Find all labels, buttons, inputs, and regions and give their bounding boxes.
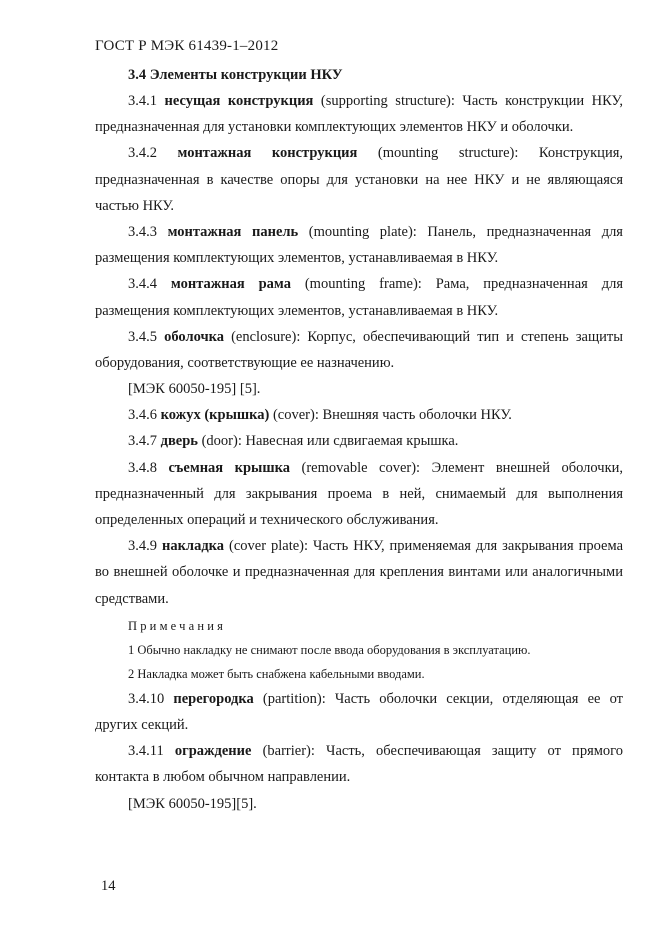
term: монтажная панель — [167, 224, 299, 241]
term: ограждение — [174, 743, 252, 760]
term: съемная крышка — [168, 459, 291, 476]
definition-3-4-7: 3.4.7 дверь (door): Навесная или сдвигаемая крышка. — [128, 433, 459, 450]
term: кожух (крышка) — [160, 407, 270, 424]
definition-3-4-8: 3.4.8 съемная крышка (removable cover): Элемент внешней оболочки, предназначенный для закрывания проема в ней, снимаемый для выполнения определенных операций и технического обслуживания. — [95, 459, 623, 529]
reference: [МЭК 60050-195] [5]. — [128, 381, 261, 398]
document-body — [95, 62, 623, 817]
note-item: 2 Накладка может быть снабжена кабельными вводами. — [128, 666, 425, 681]
notes-title: Примечания — [128, 618, 227, 633]
document-header: ГОСТ Р МЭК 61439-1–2012 — [95, 38, 279, 54]
definition-3-4-6: 3.4.6 кожух (крышка) (cover): Внешняя часть оболочки НКУ. — [128, 407, 512, 424]
definition-3-4-3: 3.4.3 монтажная панель (mounting plate): Панель, предназначенная для размещения комплектующих элементов, устанавливаемая в НКУ. — [95, 224, 623, 267]
section-title: 3.4 Элементы конструкции НКУ — [128, 67, 343, 83]
definition-3-4-10: 3.4.10 перегородка (partition): Часть оболочки секции, отделяющая ее от других секций. — [95, 690, 623, 734]
term: несущая конструкция — [164, 93, 314, 109]
term: монтажная рама — [170, 276, 291, 293]
term: дверь — [160, 433, 198, 450]
page-number: 14 — [101, 878, 116, 894]
definition-3-4-5: 3.4.5 оболочка (enclosure): Корпус, обеспечивающий тип и степень защиты оборудования, соответствующие ее назначению. — [95, 328, 623, 372]
definition-3-4-1: 3.4.1 несущая конструкция (supporting structure): Часть конструкции НКУ, предназначенная для установки комплектующих элементов НКУ и оболочки. — [95, 93, 623, 136]
term: накладка — [161, 538, 225, 555]
term: перегородка — [173, 690, 254, 707]
reference: [МЭК 60050-195][5]. — [128, 795, 257, 812]
definition-3-4-9: 3.4.9 накладка (cover plate): Часть НКУ, применяемая для закрывания проема во внешней оболочке и предназначенная для крепления винтами или аналогичными средствами. — [95, 538, 624, 607]
term: оболочка — [164, 328, 225, 345]
definition-3-4-4: 3.4.4 монтажная рама (mounting frame): Рама, предназначенная для размещения комплектующих элементов, устанавливаемая в НКУ. — [95, 276, 623, 319]
note-item: 1 Обычно накладку не снимают после ввода оборудования в эксплуатацию. — [128, 642, 531, 657]
term: монтажная конструкция — [177, 145, 358, 162]
definition-3-4-11: 3.4.11 ограждение (barrier): Часть, обеспечивающая защиту от прямого контакта в любом обычном направлении. — [95, 743, 624, 786]
definition-3-4-2: 3.4.2 монтажная конструкция (mounting structure): Конструкция, предназначенная в качестве опоры для установки на нее НКУ и не являющаяся частью НКУ. — [95, 145, 623, 214]
